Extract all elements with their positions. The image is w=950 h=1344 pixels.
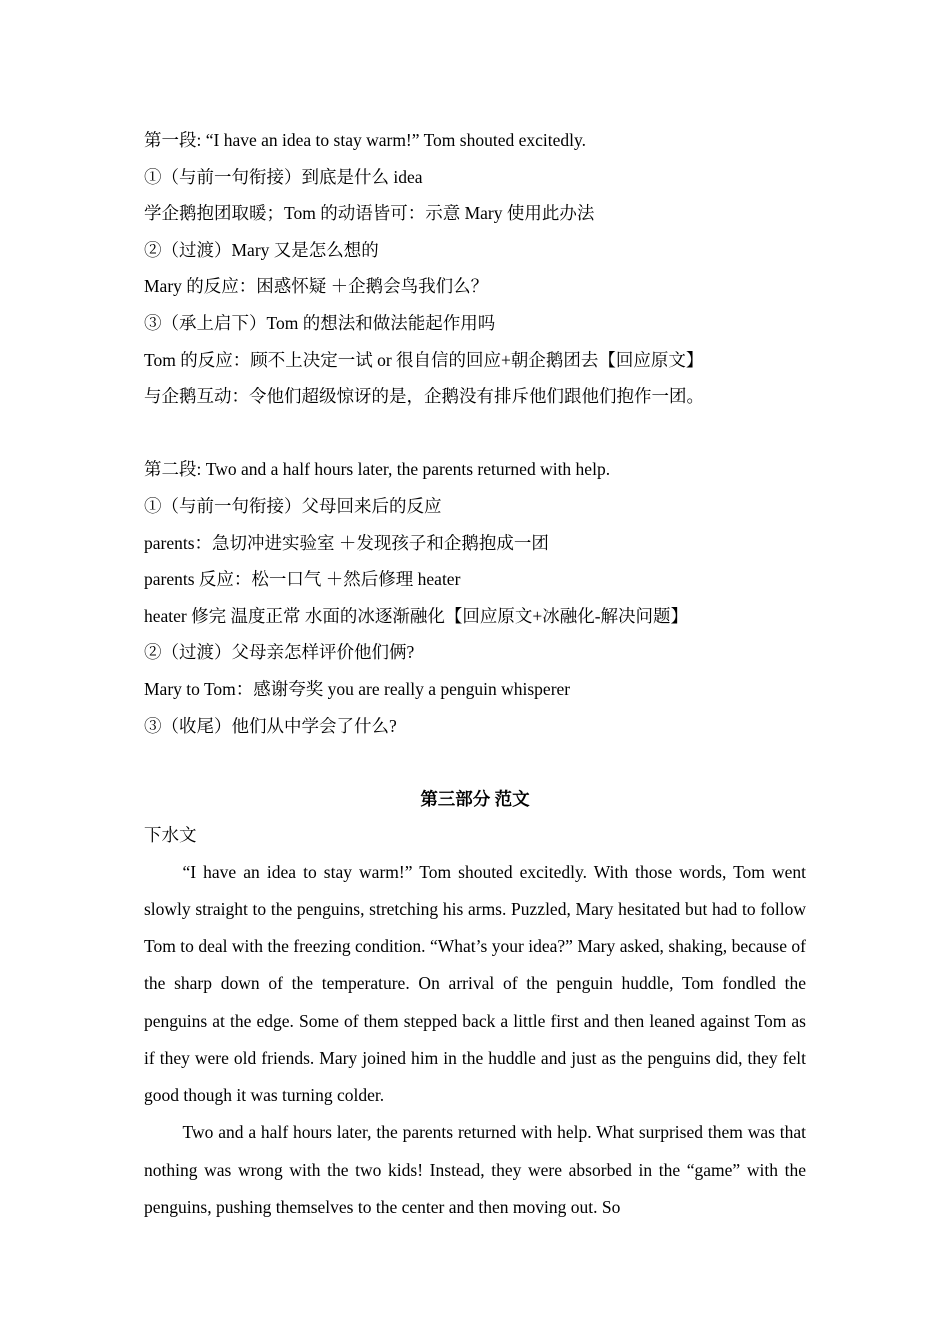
section2-line-2: parents：急切冲进实验室 ＋发现孩子和企鹅抱成一团 (144, 532, 549, 553)
section2-line-3: parents 反应：松一口气 ＋然后修理 heater (144, 569, 461, 590)
section1-line-1: ①（与前一句衔接）到底是什么 idea (144, 166, 423, 187)
section1-title: 第一段: “I have an idea to stay warm!” Tom shouted excitedly. (144, 130, 586, 150)
section2-line-5: ②（过渡）父母亲怎样评价他们俩? (144, 642, 415, 663)
document-page (144, 122, 806, 1226)
section1-line-5: ③（承上启下）Tom 的想法和做法能起作用吗 (144, 312, 496, 333)
model-essay-paragraph-2: Two and a half hours later, the parents returned with help. What surprised them was that nothing was wrong with the two kids! Instead, they were absorbed in the “game” with the penguins, pushing themselves to the center and then moving out. So (144, 1122, 806, 1217)
section2-title: 第二段: Two and a half hours later, the parents returned with help. (144, 459, 611, 480)
section1-line-2: 学企鹅抱团取暖；Tom 的动语皆可：示意 Mary 使用此办法 (144, 203, 595, 224)
blank-line (144, 415, 806, 452)
section2-line-1: ①（与前一句衔接）父母回来后的反应 (144, 495, 442, 516)
section1-line-4: Mary 的反应：困惑怀疑 ＋企鹅会鸟我们么？ (144, 276, 489, 297)
section1-line-6: Tom 的反应：顾不上决定一试 or 很自信的回应+朝企鹅团去【回应原文】 (144, 349, 704, 370)
section2-line-6: Mary to Tom：感谢夸奖 you are really a penguin whisperer (144, 678, 571, 699)
blank-line (144, 744, 806, 781)
section2-line-4: heater 修完 温度正常 水面的冰逐渐融化【回应原文+冰融化-解决问题】 (144, 605, 689, 626)
part3-subheading: 下水文 (144, 825, 197, 846)
model-essay-paragraph-1: “I have an idea to stay warm!” Tom shouted excitedly. With those words, Tom went slowly straight to the penguins, stretching his arms. Puzzled, Mary hesitated but had to follow Tom to deal with the freezing condition. “What’s your idea?” Mary asked, shaking, because of the sharp down of the temperature. On arrival of the penguin huddle, Tom fondled the penguins at the edge. Some of them stepped back a little first and then leaned against Tom as if they were old friends. Mary joined him in the huddle and just as the penguins did, they felt good though it was turning colder. (144, 861, 806, 1106)
part3-heading: 第三部分 范文 (420, 788, 530, 809)
section2-line-7: ③（收尾）他们从中学会了什么? (144, 715, 397, 736)
section1-line-7: 与企鹅互动：令他们超级惊讶的是，企鹅没有排斥他们跟他们抱作一团。 (144, 386, 704, 407)
section1-line-3: ②（过渡）Mary 又是怎么想的 (144, 239, 379, 260)
